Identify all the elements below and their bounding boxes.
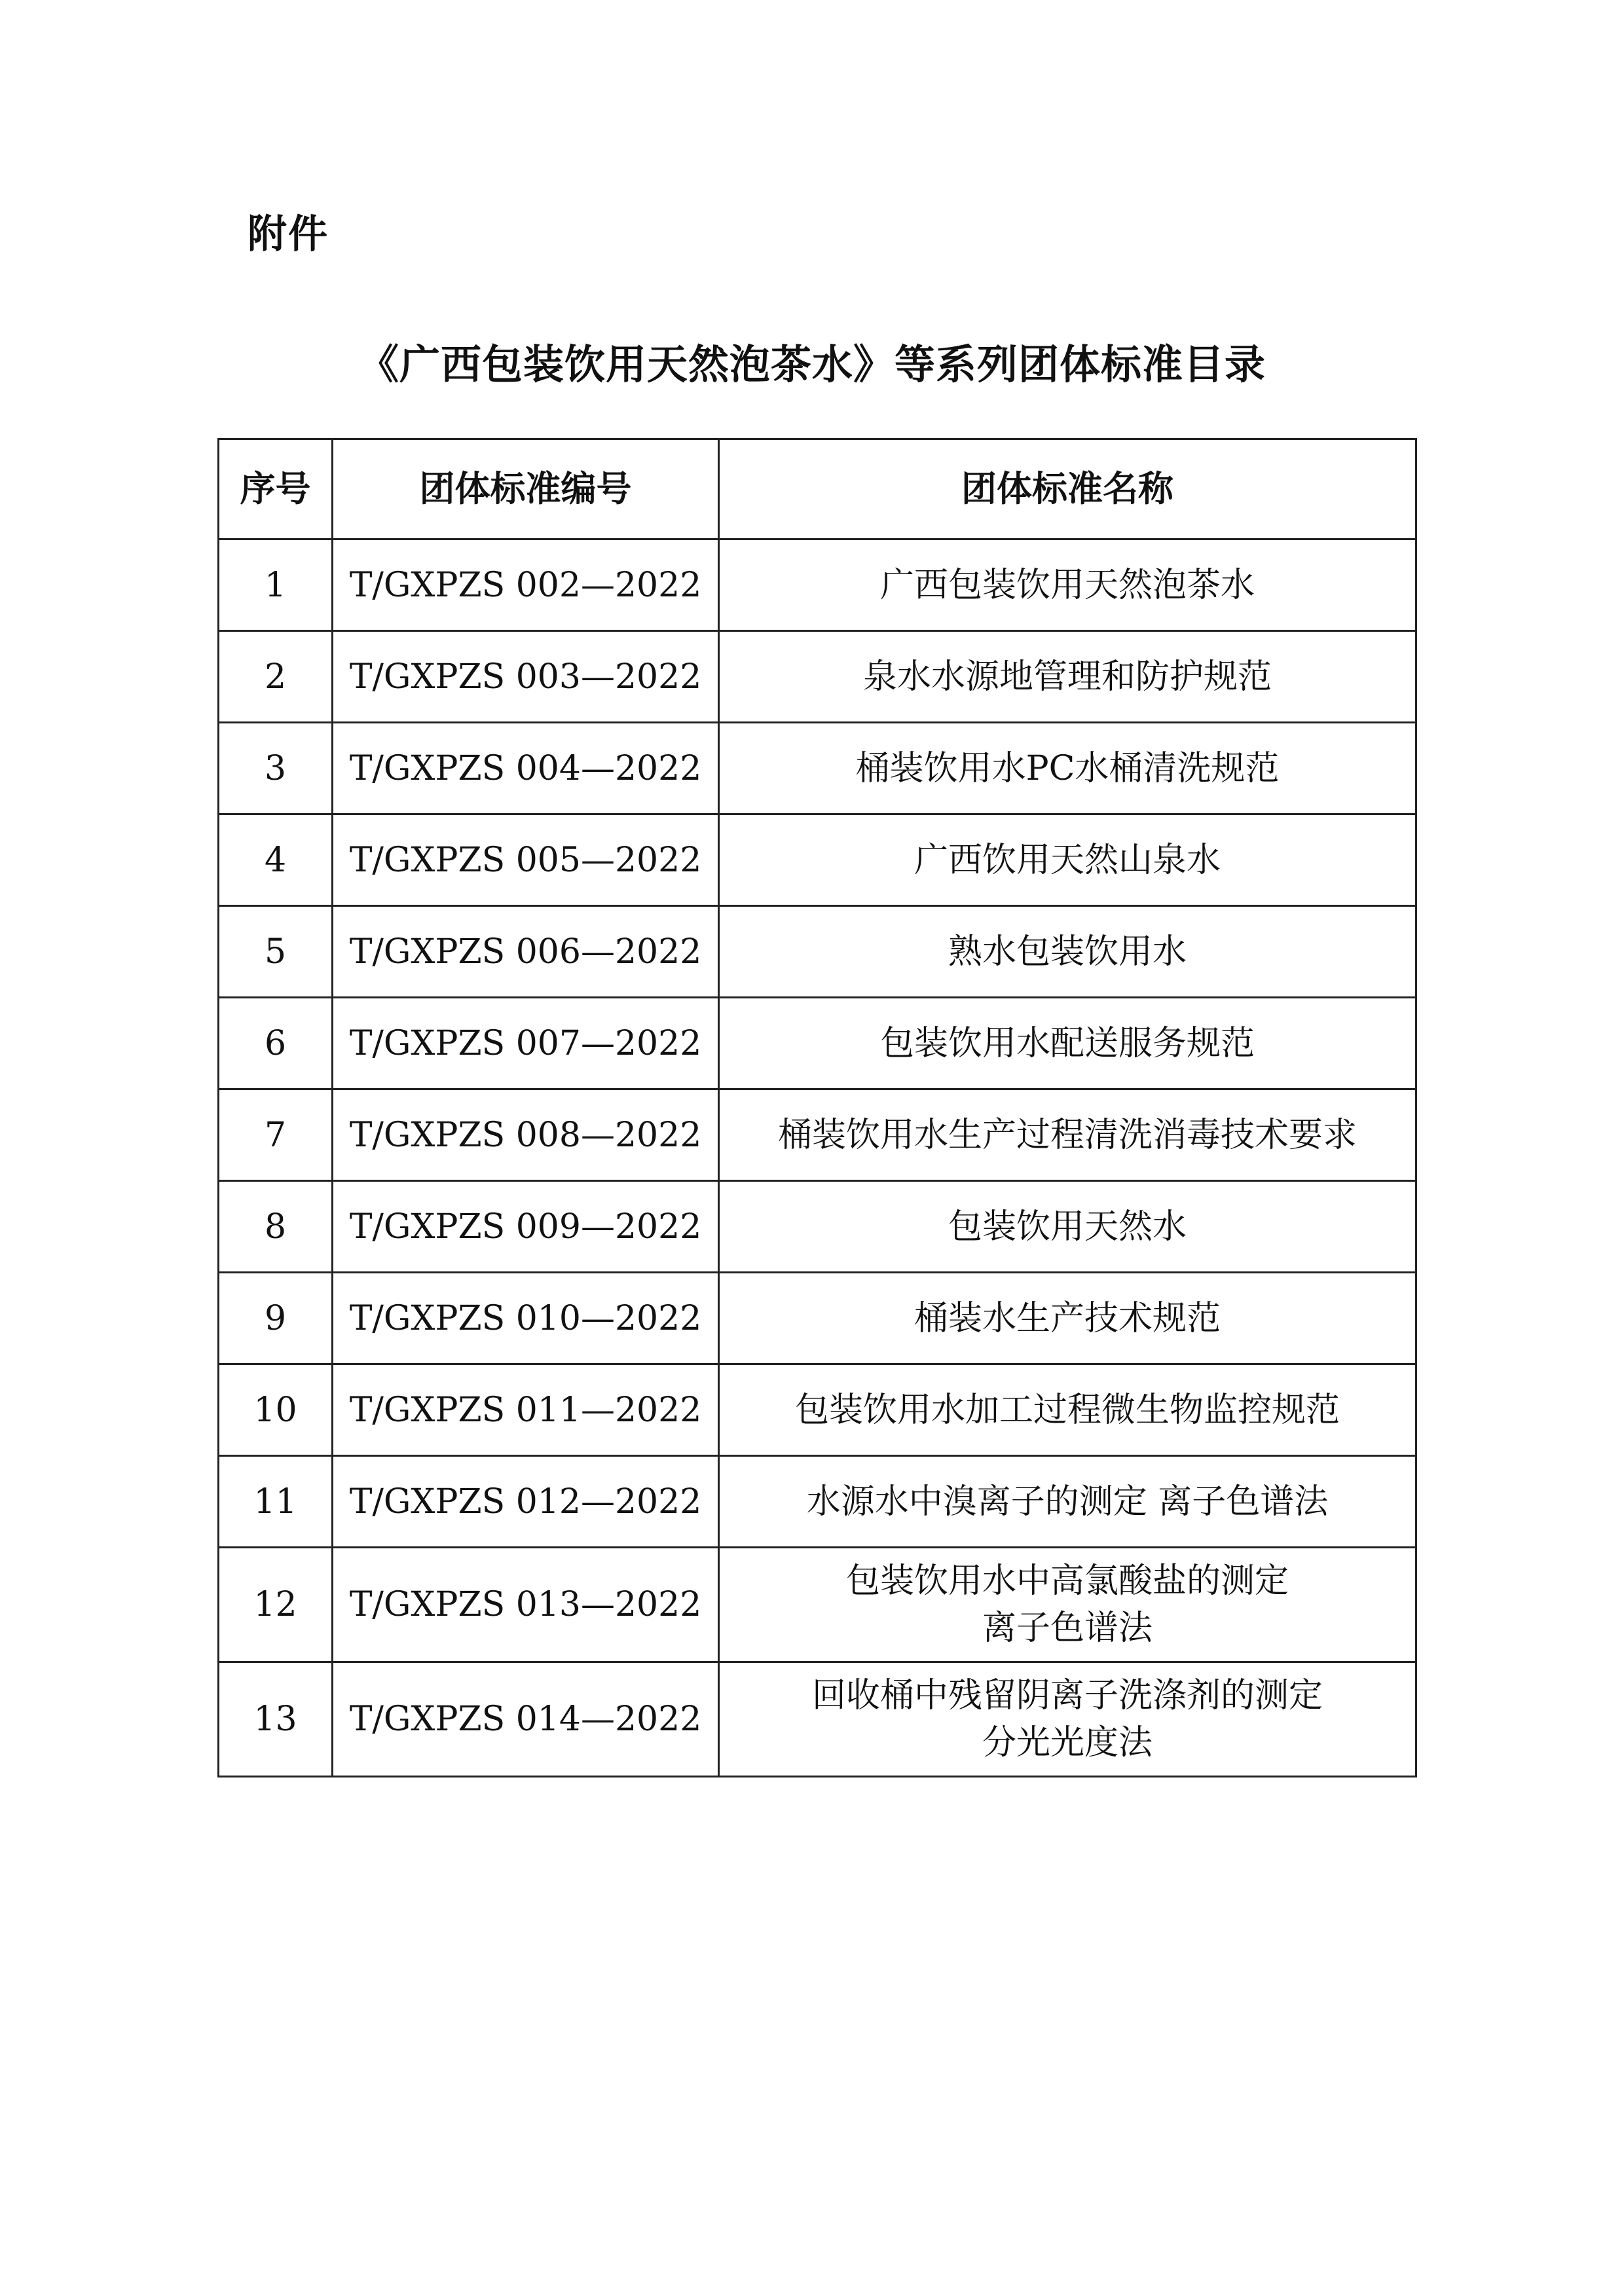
cell-code: T/GXPZS 014—2022: [333, 1662, 719, 1777]
name-line: 熟水包装饮用水: [948, 932, 1187, 972]
name-line: 包装饮用水配送服务规范: [879, 1023, 1255, 1063]
cell-seq: 3: [219, 723, 333, 814]
cell-seq: 8: [219, 1181, 333, 1273]
cell-code: T/GXPZS 002—2022: [333, 539, 719, 631]
cell-name: [719, 1181, 1416, 1273]
cell-seq: 6: [219, 998, 333, 1089]
table-row: [219, 998, 1416, 1089]
cell-name: [719, 539, 1416, 631]
cell-code: T/GXPZS 008—2022: [333, 1089, 719, 1181]
cell-name: [719, 631, 1416, 723]
table-header-row: [219, 439, 1416, 539]
standards-table: [217, 438, 1417, 1777]
cell-seq: 9: [219, 1273, 333, 1364]
cell-name: [719, 723, 1416, 814]
cell-seq: 2: [219, 631, 333, 723]
cell-seq: 5: [219, 906, 333, 998]
cell-seq: 10: [219, 1364, 333, 1456]
table-row: [219, 539, 1416, 631]
cell-name: [719, 1364, 1416, 1456]
cell-code: T/GXPZS 003—2022: [333, 631, 719, 723]
table-row: [219, 1089, 1416, 1181]
name-line: 桶装饮用水PC水桶清洗规范: [855, 748, 1280, 788]
header-seq: 序号: [219, 439, 333, 539]
cell-name: [719, 998, 1416, 1089]
table-row: [219, 631, 1416, 723]
header-code: 团体标准编号: [333, 439, 719, 539]
cell-code: T/GXPZS 009—2022: [333, 1181, 719, 1273]
table-row: [219, 1548, 1416, 1662]
name-line: 桶装水生产技术规范: [913, 1298, 1221, 1338]
name-line: 桶装饮用水生产过程清洗消毒技术要求: [777, 1115, 1357, 1155]
header-name: 团体标准名称: [719, 439, 1416, 539]
name-line: 广西包装饮用天然泡茶水: [879, 565, 1255, 605]
cell-code: T/GXPZS 007—2022: [333, 998, 719, 1089]
cell-name: [719, 1548, 1416, 1662]
table-row: [219, 1181, 1416, 1273]
name-line: 水源水中溴离子的测定 离子色谱法: [806, 1482, 1329, 1522]
name-line: 回收桶中残留阴离子洗涤剂的测定: [811, 1676, 1323, 1715]
table-row: [219, 1456, 1416, 1548]
table-row: [219, 723, 1416, 814]
cell-seq: 7: [219, 1089, 333, 1181]
cell-code: T/GXPZS 004—2022: [333, 723, 719, 814]
name-line: 包装饮用天然水: [948, 1207, 1187, 1247]
cell-name: [719, 1273, 1416, 1364]
cell-code: T/GXPZS 012—2022: [333, 1456, 719, 1548]
cell-seq: 11: [219, 1456, 333, 1548]
cell-code: T/GXPZS 011—2022: [333, 1364, 719, 1456]
table-row: [219, 1273, 1416, 1364]
cell-code: T/GXPZS 005—2022: [333, 814, 719, 906]
name-line: 离子色谱法: [982, 1609, 1153, 1648]
cell-seq: 1: [219, 539, 333, 631]
table-row: [219, 814, 1416, 906]
name-line: 泉水水源地管理和防护规范: [862, 657, 1272, 697]
cell-seq: 12: [219, 1548, 333, 1662]
cell-name: [719, 1662, 1416, 1777]
document-title: 《广西包装饮用天然泡茶水》等系列团体标准目录: [358, 340, 1266, 388]
name-line: 包装饮用水加工过程微生物监控规范: [794, 1390, 1340, 1430]
cell-name: [719, 814, 1416, 906]
table-row: [219, 906, 1416, 998]
cell-code: T/GXPZS 006—2022: [333, 906, 719, 998]
cell-code: T/GXPZS 010—2022: [333, 1273, 719, 1364]
name-line: 广西饮用天然山泉水: [913, 840, 1221, 880]
name-line: 包装饮用水中高氯酸盐的测定: [845, 1561, 1289, 1601]
table-row: [219, 1364, 1416, 1456]
cell-seq: 13: [219, 1662, 333, 1777]
cell-name: [719, 1456, 1416, 1548]
name-line: 分光光度法: [982, 1723, 1153, 1762]
cell-name: [719, 1089, 1416, 1181]
cell-seq: 4: [219, 814, 333, 906]
attachment-label: 附件: [248, 211, 329, 257]
cell-name: [719, 906, 1416, 998]
table-row: [219, 1662, 1416, 1777]
cell-code: T/GXPZS 013—2022: [333, 1548, 719, 1662]
